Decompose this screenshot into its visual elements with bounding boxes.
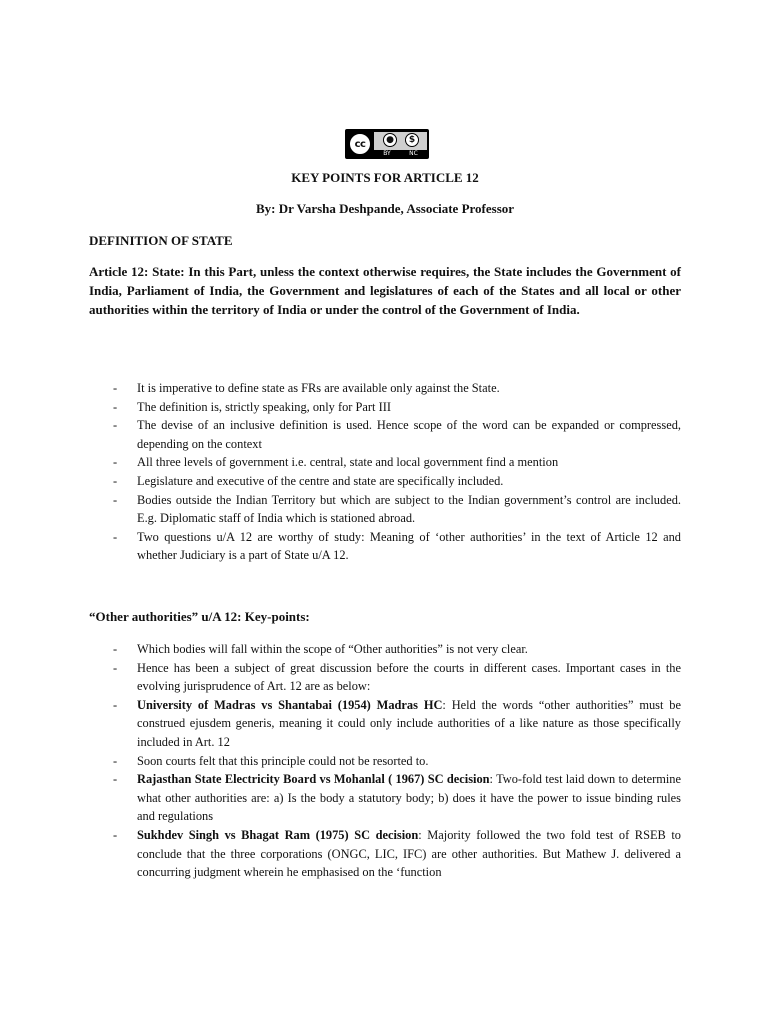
attribution-icon: ● — [383, 133, 397, 147]
bullet-marker: - — [113, 492, 118, 507]
text-column — [89, 0, 681, 1024]
bullet-marker: - — [113, 753, 118, 768]
list-item-text: All three levels of government i.e. central, state and local government find a mention — [137, 455, 559, 470]
other-authorities-heading: “Other authorities” u/A 12: Key-points: — [89, 609, 310, 624]
list-item-text: : Two-fold test laid down to determine what other authorities are: a) Is the body a statutory body; b) does it have the power to issue binding rules and regulations — [137, 772, 681, 824]
list-item — [89, 826, 681, 882]
list-item — [89, 491, 681, 528]
list-item — [89, 379, 681, 398]
bullet-marker: - — [113, 473, 118, 488]
list-item-text: Two questions u/A 12 are worthy of study: Meaning of ‘other authorities’ in the text of Article 12 and whether Judiciary is a part of State u/A 12. — [137, 529, 681, 563]
case-name: Rajasthan State Electricity Board vs Mohanlal ( 1967) SC decision — [137, 772, 490, 787]
list-item — [89, 640, 681, 659]
list-item-text: Legislature and executive of the centre and state are specifically included. — [137, 473, 504, 488]
cc-label-nc: NC — [409, 150, 418, 157]
list-item-text: : Held the words “other authorities” must be construed ejusdem generis, meaning it could only include authorities of a like nature as those specifically included in Art. 12 — [137, 697, 681, 749]
case-name: University of Madras vs Shantabai (1954) Madras HC — [137, 697, 443, 712]
bullet-marker: - — [113, 660, 118, 675]
bullet-marker: - — [113, 772, 118, 787]
list-item — [89, 659, 681, 696]
cc-icon: cc — [348, 132, 372, 156]
bullet-marker: - — [113, 399, 118, 414]
list-item — [89, 416, 681, 453]
bullet-marker: - — [113, 418, 118, 433]
article-text: Article 12: State: In this Part, unless the context otherwise requires, the State includes the Government of India, Parliament of India, the Government and legislatures of each of the States and all local or other authorities within the territory of India or under the control of the Government of India. — [89, 264, 681, 317]
definition-points-list — [89, 379, 681, 565]
noncommercial-icon: $ — [405, 133, 419, 147]
list-item — [89, 453, 681, 472]
list-item — [89, 398, 681, 417]
bullet-marker: - — [113, 642, 118, 656]
bullet-marker: - — [113, 455, 118, 470]
bullet-marker: - — [113, 529, 118, 544]
cc-label-by: BY — [383, 150, 391, 157]
list-item — [89, 696, 681, 752]
bullet-marker: - — [113, 827, 118, 842]
case-name: Sukhdev Singh vs Bhagat Ram (1975) SC decision — [137, 827, 419, 842]
list-item-text: The definition is, strictly speaking, only for Part III — [137, 399, 391, 414]
section-heading: DEFINITION OF STATE — [89, 233, 233, 248]
list-item-text: The devise of an inclusive definition is used. Hence scope of the word can be expanded or compressed, depending on the context — [137, 418, 681, 451]
bullet-marker: - — [113, 381, 118, 395]
author-line: By: Dr Varsha Deshpande, Associate Professor — [255, 201, 515, 216]
list-item — [89, 528, 681, 565]
list-item-text: Soon courts felt that this principle could not be resorted to. — [137, 753, 429, 768]
list-item — [89, 472, 681, 491]
page-title: KEY POINTS FOR ARTICLE 12 — [291, 170, 479, 185]
bullet-marker: - — [113, 697, 118, 712]
list-item-text: Hence has been a subject of great discussion before the courts in different cases. Important cases in the evolving jurisprudence of Art. 12 are as below: — [137, 660, 681, 694]
list-item-text: Which bodies will fall within the scope of “Other authorities” is not very clear. — [137, 642, 528, 656]
list-item — [89, 770, 681, 826]
list-item-text: Bodies outside the Indian Territory but which are subject to the Indian government’s control are included. E.g. Diplomatic staff of India which is stationed abroad. — [137, 492, 681, 526]
list-item-text: It is imperative to define state as FRs are available only against the State. — [137, 381, 500, 395]
list-item — [89, 752, 681, 771]
list-item-text: : Majority followed the two fold test of RSEB to conclude that the three corporations (ONGC, LIC, IFC) are other authorities. But Mathew J. delivered a concurring judgment wherein he emphasised on the ‘function — [137, 827, 681, 880]
other-authorities-list — [89, 640, 681, 882]
